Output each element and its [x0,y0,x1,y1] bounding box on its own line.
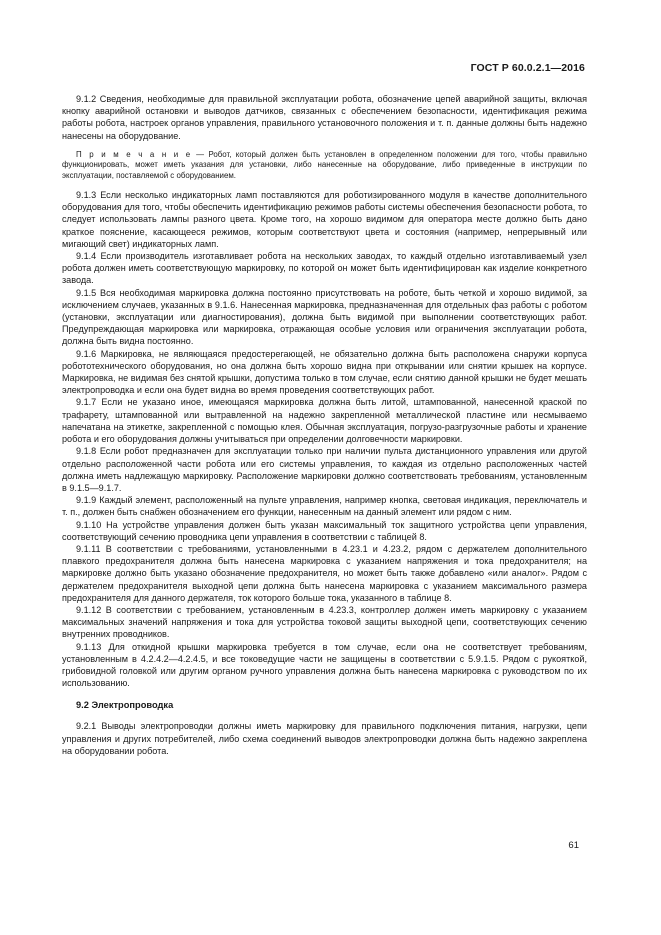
note-block [62,150,587,181]
paragraph-9-1-6: 9.1.6 Маркировка, не являющаяся предостерегающей, не обязательно должна быть расположена снаружи корпуса робототехнического оборудования, но она должна быть хорошо видна при открывании или снятии крышек на корпусе. Маркировка, не видимая без снятой крышки, допустима только в том случае, если снятию данной крышки не будет мешать электропроводка и если она будет видна во время проведения соответствующих работ. [62,348,587,396]
note-text: — Робот, который должен быть установлен в определенном положении для того, чтобы правильно функционировать, может иметь указания для установки, либо нанесенные на оборудование, либо приведенные в инструкции по эксплуатации, поставляемой с оборудованием. [62,149,587,180]
paragraph-9-1-9: 9.1.9 Каждый элемент, расположенный на пульте управления, например кнопка, световая индикация, переключатель и т. п., должен быть снабжен обозначением его функции, нанесенным на данный элемент или рядом с ним. [62,495,587,518]
section-title: 9.2 Электропроводка [76,700,174,711]
paragraph-9-1-5: 9.1.5 Вся необходимая маркировка должна постоянно присутствовать на роботе, быть четкой и хорошо видимой, за исключением случаев, указанных в 9.1.6. Нанесенная маркировка, предназначенная для отдельных фаз работы с роботом (установки, эксплуатации или диагностирования), должна быть видимой при выполнении соответствующих работ. Предупреждающая маркировка или маркировка, отражающая особые условия или ограничения эксплуатации робота, должна быть видна постоянно. [62,287,587,347]
page-number: 61 [568,840,579,851]
paragraph-9-1-3: 9.1.3 Если несколько индикаторных ламп поставляются для роботизированного модуля в качестве дополнительного оборудования для того, чтобы обеспечить идентификацию режимов работы системы обеспечения безопасности робота, то следует использовать лампы разного цвета. Кроме того, на хорошо видимом для оператора месте должно быть дано краткое пояснение, касающееся режимов, которым соответствуют цвета и состояния (например, непрерывный или мигающий свет) индикаторных ламп. [62,190,587,249]
paragraph-9-1-4: 9.1.4 Если производитель изготавливает робота на нескольких заводах, то каждый отдельно изготавливаемый узел робота должен иметь соответствующую маркировку, по которой он может быть идентифицирован как изделие конкретного завода. [62,251,587,286]
paragraph-9-1-2: 9.1.2 Сведения, необходимые для правильной эксплуатации робота, обозначение цепей аварийной защиты, включая кнопку аварийной остановки и выводов датчиков, связанных с обеспечением безопасности, идентификация режима работы робота, настроек органов управления, правильного установочного положения и т. п. данные должны быть надежно нанесены на оборудование. [62,94,587,141]
paragraph-9-1-7: 9.1.7 Если не указано иное, имеющаяся маркировка должна быть литой, штампованной, нанесенной краской по трафарету, штампованной или вытравленной на надежно закрепленной металлической пластине или несмываемо напечатана на этикетке, закрепленной с помощью клея. Обычная эксплуатация, погрузо-разгрузочные работы и хранение робота и его оборудования должны учитываться при определении долговечности маркировки. [62,397,587,445]
paragraph-9-1-12: 9.1.12 В соответствии с требованием, установленным в 4.23.3, контроллер должен иметь маркировку с указанием максимальных значений напряжения и тока для устройства токовой защиты выходной цепи, соответствующих сечению внутренних проводников. [62,604,587,640]
paragraph-9-1-10: 9.1.10 На устройстве управления должен быть указан максимальный ток защитного устройства цепи управления, соответствующий сечению проводника цепи управления в соответствии с таблицей 8. [62,519,587,542]
paragraph-9-1-8: 9.1.8 Если робот предназначен для эксплуатации только при наличии пульта дистанционного управления или другой отдельно расположенной части робота или его системы управления, то каждая из отдельно расположенных частей должна иметь надлежащую маркировку. Расположение маркировки должно соответствовать требованиям, установленным в 9.1.5—9.1.7. [62,446,587,493]
paragraph-9-1-11: 9.1.11 В соответствии с требованиями, установленными в 4.23.1 и 4.23.2, рядом с держателем дополнительного плавкого предохранителя должна быть нанесена маркировка с указанием напряжения и тока предохранителя; на маркировке должно быть указано обозначение предохранителя, но может быть также добавлено «или аналог». Рядом с держателем предохранителя выходной цепи должна быть нанесена маркировка с указанием максимального размера предохранителя для данного держателя, ток которого больше тока, указанного в таблице 8. [62,543,587,603]
paragraph-9-2-1: 9.2.1 Выводы электропроводки должны иметь маркировку для правильного подключения питания, нагрузки, цепи управления и других потребителей, либо схема соединений выводов электропроводки должна быть надежно закреплена на оборудовании робота. [62,721,587,756]
document-body [62,93,587,757]
note-label: П р и м е ч а н и е [76,149,192,159]
standard-id-header: ГОСТ Р 60.0.2.1—2016 [470,62,585,74]
paragraph-9-1-13: 9.1.13 Для откидной крышки маркировка требуется в том случае, если она не соответствует требованиям, установленным в 4.2.4.2—4.2.4.5, и все токоведущие части не защищены в соответствии с 5.9.1.5. Рядом с рукояткой, грибовидной головкой или другим органом ручного управления должна быть нанесена маркировка с руководством по их использованию. [62,641,587,689]
